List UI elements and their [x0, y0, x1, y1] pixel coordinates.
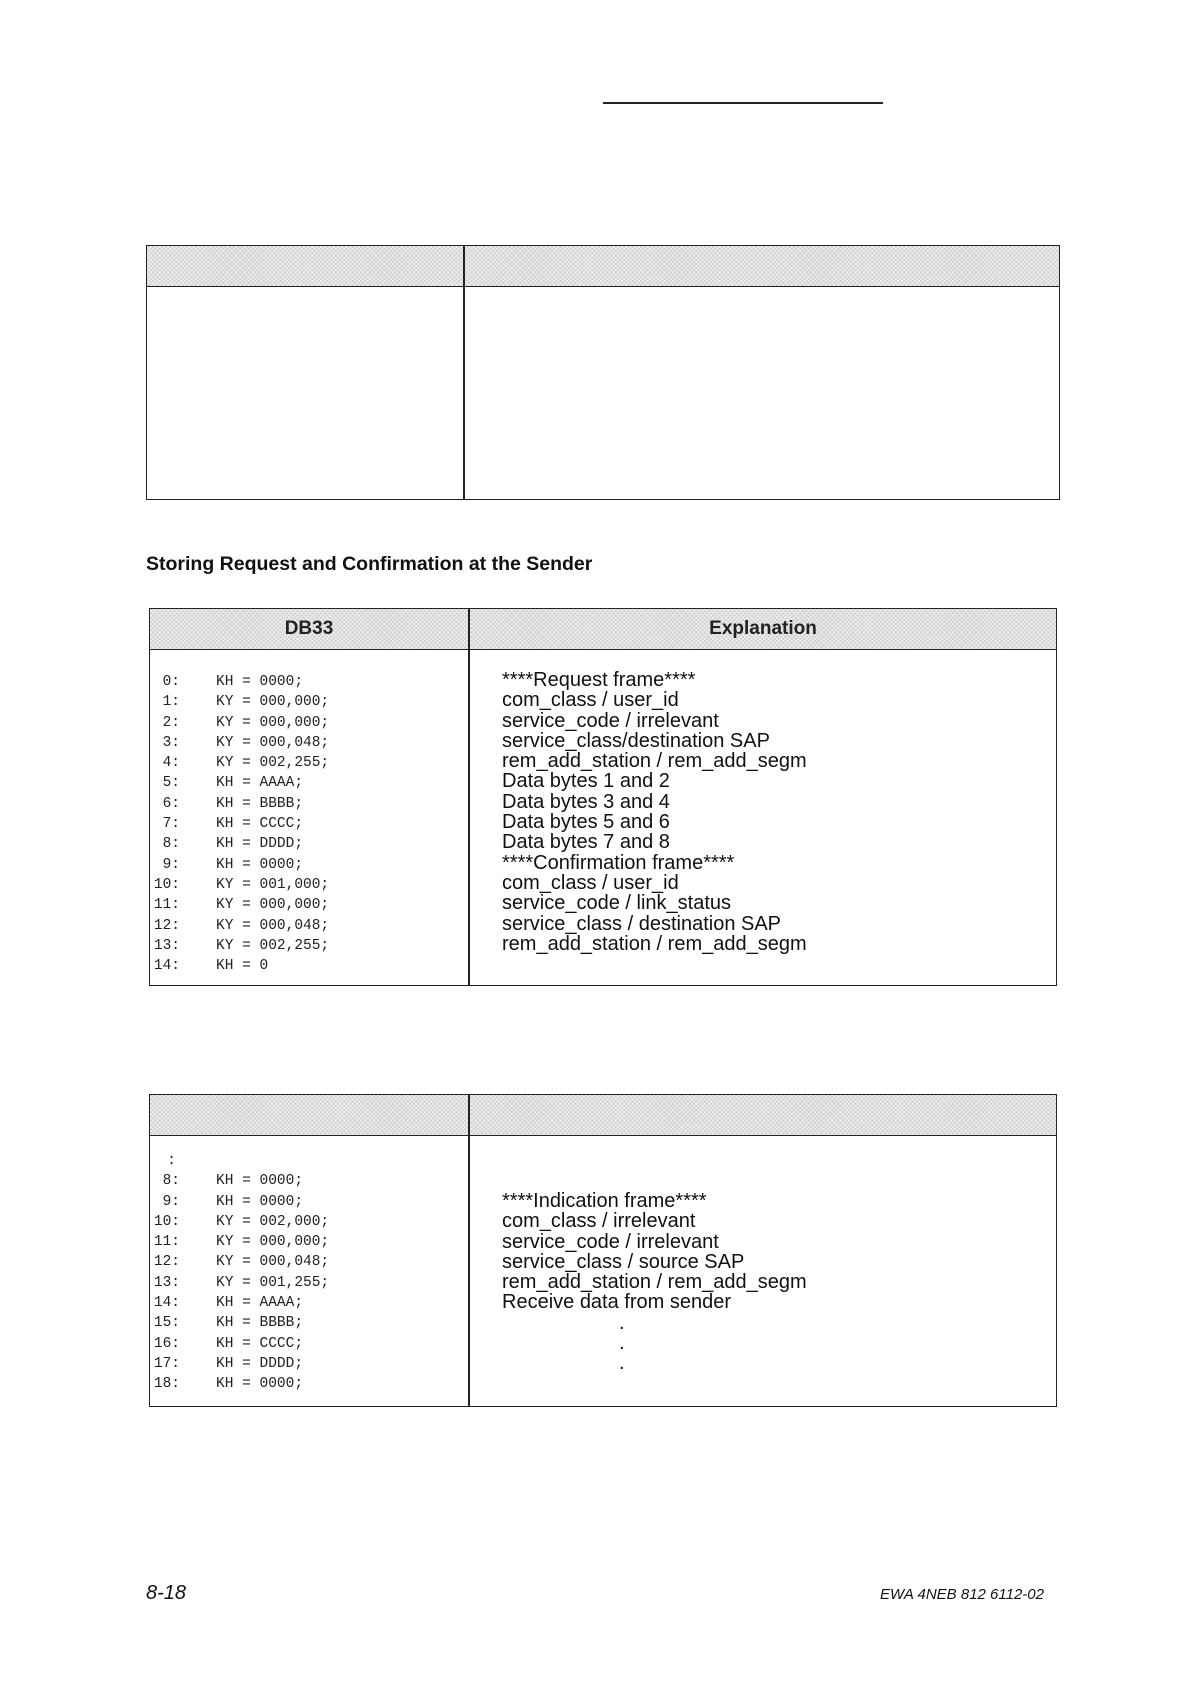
code-row	[150, 1374, 329, 1394]
code-row	[150, 1252, 329, 1272]
code-row	[150, 794, 329, 814]
code-row	[150, 1171, 329, 1191]
line-number: 8:	[162, 836, 180, 853]
code-row	[150, 733, 329, 753]
code-row	[150, 1354, 329, 1374]
code-statement: KH = BBBB;	[216, 1315, 304, 1332]
document-id: EWA 4NEB 812 6112-02	[880, 1586, 1044, 1603]
code-row	[150, 855, 329, 875]
code-row	[150, 834, 329, 854]
code-row	[150, 1313, 329, 1333]
table-header-band	[147, 246, 1059, 287]
code-row	[150, 895, 329, 915]
line-number: 3:	[162, 734, 180, 751]
explanation-row: .	[619, 1352, 625, 1375]
explanation-row: Data bytes 5 and 6	[502, 811, 670, 834]
explanation-list	[502, 670, 807, 954]
explanation-row: service_code / link_status	[502, 892, 732, 915]
explanation-row: rem_add_station / rem_add_segm	[502, 932, 807, 955]
explanation-row: service_code / irrelevant	[502, 1230, 719, 1253]
code-statement: KY = 000,000;	[216, 897, 330, 914]
code-statement: KH = 0000;	[216, 1376, 304, 1393]
code-statement: KH = DDDD;	[216, 1355, 304, 1372]
code-row	[150, 1293, 329, 1313]
code-statement: KY = 000,000;	[216, 1234, 330, 1251]
line-number: 17:	[153, 1355, 180, 1372]
line-number: 12:	[153, 917, 180, 934]
code-row	[150, 1212, 329, 1232]
code-statement: KH = 0000;	[216, 856, 304, 873]
column-divider	[468, 1095, 470, 1406]
explanation-row: rem_add_station / rem_add_segm	[502, 750, 807, 773]
explanation-row: service_class / source SAP	[502, 1250, 745, 1273]
code-statement: KH = 0	[216, 958, 269, 975]
line-number: 10:	[153, 876, 180, 893]
code-row	[150, 956, 329, 976]
explanation-row: rem_add_station / rem_add_segm	[502, 1271, 807, 1294]
section-title: Storing Request and Confirmation at the Sender	[146, 553, 593, 575]
line-number: 9:	[162, 856, 180, 873]
code-statement: KH = DDDD;	[216, 836, 304, 853]
code-statement: KY = 002,255;	[216, 937, 330, 954]
line-number: 5:	[162, 775, 180, 792]
top-rule	[603, 102, 883, 104]
explanation-row: ****Request frame****	[502, 669, 696, 691]
column-divider	[468, 609, 470, 985]
code-statement: KY = 000,048;	[216, 1254, 330, 1271]
code-listing	[150, 672, 329, 976]
code-statement: KH = 0000;	[216, 1193, 304, 1210]
line-number: 18:	[153, 1376, 180, 1393]
explanation-row: service_code / irrelevant	[502, 709, 719, 732]
line-number: 6:	[162, 795, 180, 812]
line-number: 0:	[162, 674, 180, 690]
code-row	[150, 713, 329, 733]
code-statement: KH = 0000;	[216, 1173, 304, 1190]
line-number: 7:	[162, 816, 180, 833]
line-number: 4:	[162, 755, 180, 772]
code-row	[150, 753, 329, 773]
code-statement: KH = 0000;	[216, 674, 304, 690]
code-row	[150, 936, 329, 956]
code-statement: KY = 000,048;	[216, 734, 330, 751]
code-row	[150, 1273, 329, 1293]
code-row	[150, 1232, 329, 1252]
line-number: 14:	[153, 1295, 180, 1312]
code-row	[150, 692, 329, 712]
line-number: 8:	[162, 1173, 180, 1190]
code-row	[150, 1334, 329, 1354]
line-number: 11:	[153, 897, 180, 914]
explanation-row: com_class / irrelevant	[502, 1210, 696, 1233]
line-number: 14:	[153, 958, 180, 975]
code-statement: KY = 002,000;	[216, 1213, 330, 1230]
explanation-row: Data bytes 1 and 2	[502, 770, 670, 793]
line-number: 2:	[162, 714, 180, 731]
table-receiver	[149, 1094, 1057, 1407]
code-row	[150, 875, 329, 895]
code-row	[150, 773, 329, 793]
code-row	[150, 916, 329, 936]
code-statement: KH = AAAA;	[216, 1295, 304, 1312]
explanation-row: service_class / destination SAP	[502, 912, 782, 935]
explanation-list	[502, 1191, 807, 1374]
explanation-row: Data bytes 3 and 4	[502, 790, 670, 813]
code-row	[150, 672, 329, 692]
explanation-row: Receive data from sender	[502, 1291, 732, 1314]
line-number: 9:	[162, 1193, 180, 1210]
line-number: 10:	[153, 1213, 180, 1230]
line-number: 1:	[162, 694, 180, 711]
line-number: 15:	[153, 1315, 180, 1332]
code-statement: KY = 002,255;	[216, 755, 330, 772]
code-statement: KY = 000,048;	[216, 917, 330, 934]
code-statement: KH = CCCC;	[216, 816, 304, 833]
code-statement: KH = BBBB;	[216, 795, 304, 812]
table-db33-sender	[149, 608, 1057, 986]
code-statement: KY = 000,000;	[216, 694, 330, 711]
table-header-band	[150, 1095, 1056, 1136]
ellipsis: :	[167, 1153, 176, 1169]
explanation-row: Data bytes 7 and 8	[502, 831, 670, 854]
code-statement: KH = AAAA;	[216, 775, 304, 792]
code-row	[150, 814, 329, 834]
header-explanation: Explanation	[709, 618, 817, 639]
column-divider	[463, 246, 465, 499]
line-number: 12:	[153, 1254, 180, 1271]
code-listing	[150, 1151, 329, 1395]
ellipsis-row	[150, 1151, 329, 1171]
page-number: 8-18	[146, 1582, 187, 1604]
code-statement: KY = 000,000;	[216, 714, 330, 731]
code-statement: KY = 001,000;	[216, 876, 330, 893]
explanation-row: .	[619, 1311, 625, 1334]
explanation-row: .	[619, 1332, 625, 1355]
line-number: 13:	[153, 1274, 180, 1291]
line-number: 11:	[153, 1234, 180, 1251]
line-number: 16:	[153, 1335, 180, 1352]
explanation-row: com_class / user_id	[502, 689, 679, 712]
explanation-row: ****Indication frame****	[502, 1190, 707, 1212]
explanation-row: com_class / user_id	[502, 871, 679, 894]
header-db33: DB33	[284, 618, 334, 639]
explanation-row: service_class/destination SAP	[502, 729, 770, 752]
line-number: 13:	[153, 937, 180, 954]
table-empty-top	[146, 245, 1060, 500]
code-statement: KH = CCCC;	[216, 1335, 304, 1352]
explanation-row: ****Confirmation frame****	[502, 851, 735, 874]
code-row	[150, 1192, 329, 1212]
code-statement: KY = 001,255;	[216, 1274, 330, 1291]
